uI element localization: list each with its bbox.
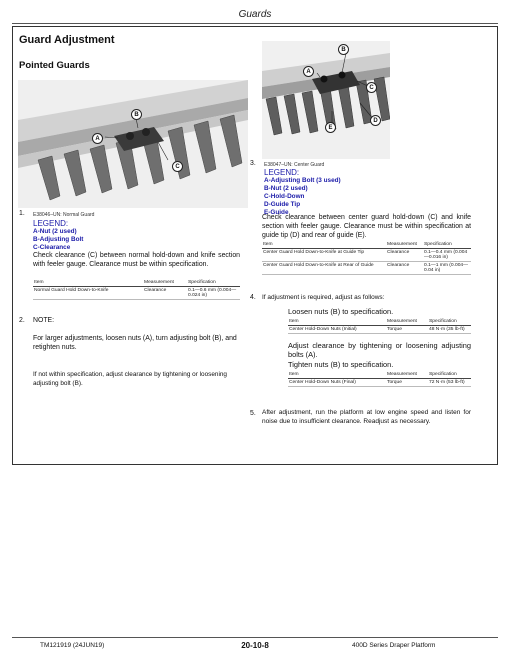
table-header: Item (288, 318, 386, 326)
figure1-caption: E38046–UN: Normal Guard (33, 212, 95, 218)
step2-number: 2. (19, 317, 25, 324)
legend-item: A-Nut (2 used) (33, 228, 77, 235)
table-header: Item (33, 279, 143, 287)
table-header: Measurement (386, 371, 428, 379)
table-cell: 0.1—0.4 mm (0.004—0.016 in) (423, 249, 471, 262)
center-guard-photo (262, 41, 390, 159)
figure2-legend (264, 177, 341, 217)
table-row (262, 262, 471, 275)
table-cell: Center Hold-Down Nuts (Initial) (288, 326, 386, 334)
table-row (288, 326, 471, 334)
table-cell: 0.1—1 mm (0.004—0.04 in) (423, 262, 471, 275)
table-header: Specification (428, 371, 471, 379)
step4-sub1: Loosen nuts (B) to specification. (288, 307, 394, 316)
legend-item: B-Nut (2 used) (264, 185, 308, 192)
section-title: Guard Adjustment (19, 34, 115, 46)
table-cell: Center Guard Hold Down-to-Knife at Rear of Guide (262, 262, 386, 275)
table-cell: Center Guard Hold Down-to-Knife at Guide Tip (262, 249, 386, 262)
table-row (288, 379, 471, 387)
table-cell: Clearance (386, 249, 423, 262)
table-header: Item (288, 371, 386, 379)
step3-text: Check clearance between center guard hold-down (C) and knife section with feeler gauge. Clearance must be within specification at guide tip (D) and rear of guide (E). (262, 214, 471, 239)
step4-text: If adjustment is required, adjust as follows: (262, 294, 385, 301)
table-cell: Clearance (143, 287, 187, 300)
step3-number: 3. (250, 160, 256, 167)
legend-item: D-Guide Tip (264, 201, 301, 208)
figure2-legend-title: LEGEND: (264, 168, 300, 177)
header-rule (12, 23, 498, 24)
legend-item: A-Adjusting Bolt (3 used) (264, 177, 341, 184)
table-cell: Center Hold-Down Nuts (Final) (288, 379, 386, 387)
callout-e: E (325, 122, 336, 133)
figure2-caption: E38047–UN: Center Guard (264, 162, 325, 168)
table-header: Item (262, 241, 386, 249)
normal-guard-photo (18, 80, 248, 208)
step4-spec-table-2 (288, 371, 471, 387)
table-cell: Normal Guard Hold Down-to-Knife (33, 287, 143, 300)
step4-number: 4. (250, 294, 256, 301)
step2-para1: For larger adjustments, loosen nuts (A), turn adjusting bolt (B), and retighten nuts. (33, 335, 237, 351)
step4-sub3: Tighten nuts (B) to specification. (288, 360, 394, 369)
step5-text: After adjustment, run the platform at low engine speed and listen for noise due to insufficient clearance. Readjust as necessary. (262, 409, 471, 425)
table-header: Specification (187, 279, 240, 287)
step5-number: 5. (250, 410, 256, 417)
legend-item: B-Adjusting Bolt (33, 236, 84, 243)
section-subtitle: Pointed Guards (19, 60, 90, 71)
step3-spec-table (262, 241, 471, 275)
footer-product-name: 400D Series Draper Platform (352, 642, 436, 649)
step1-number: 1. (19, 210, 25, 217)
table-header: Measurement (386, 318, 428, 326)
table-cell: 0.1—0.6 mm (0.004—0.024 in) (187, 287, 240, 300)
legend-item: E-Guide (264, 209, 289, 216)
step1-spec-table (33, 279, 240, 300)
callout-a: A (303, 66, 314, 77)
step1-text: Check clearance (C) between normal hold-down and knife section with feeler gauge. Clearance must be within specification. (33, 252, 240, 268)
legend-item: C-Clearance (33, 244, 71, 251)
table-cell: 48 N·m (35 lb-ft) (428, 326, 471, 334)
figure1-legend (33, 228, 83, 252)
callout-a: A (92, 133, 103, 144)
table-cell: 72 N·m (53 lb-ft) (428, 379, 471, 387)
note-label: NOTE: (33, 317, 55, 324)
figure1-legend-title: LEGEND: (33, 219, 69, 228)
table-header: Measurement (143, 279, 187, 287)
callout-c: C (172, 161, 183, 172)
table-header: Measurement (386, 241, 423, 249)
step2-para2: If not within specification, adjust clearance by tightening or loosening adjusting bolt (B). (33, 371, 227, 387)
table-row (262, 249, 471, 262)
callout-b: B (131, 109, 142, 120)
page-header-title: Guards (238, 9, 272, 20)
table-cell: Torque (386, 379, 428, 387)
footer-rule (12, 637, 498, 638)
callout-c: C (366, 82, 377, 93)
footer-doc-id: TM121919 (24JUN19) (40, 642, 105, 649)
footer-page-number: 20-10-8 (241, 641, 269, 650)
table-row (33, 287, 240, 300)
step4-sub2: Adjust clearance by tightening or loosening adjusting bolts (A). (288, 341, 471, 359)
legend-item: C-Hold-Down (264, 193, 305, 200)
table-header: Specification (423, 241, 471, 249)
step4-spec-table-1 (288, 318, 471, 334)
table-cell: Torque (386, 326, 428, 334)
table-cell: Clearance (386, 262, 423, 275)
table-header: Specification (428, 318, 471, 326)
callout-b: B (338, 44, 349, 55)
callout-d: D (370, 115, 381, 126)
